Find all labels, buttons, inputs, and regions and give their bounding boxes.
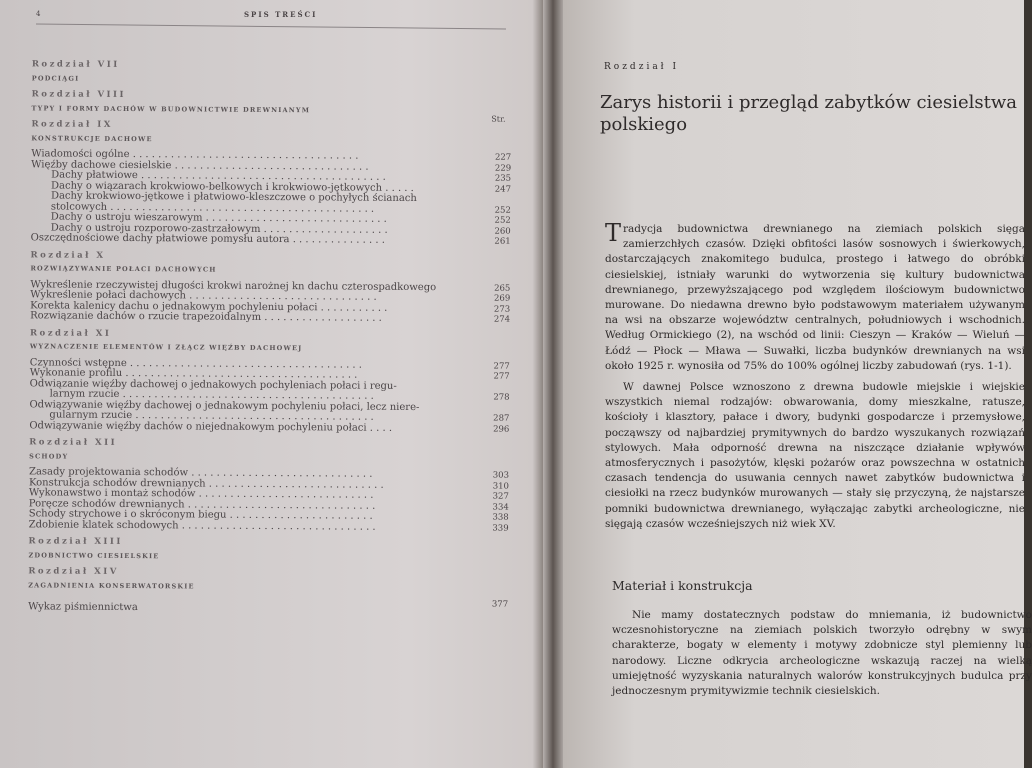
toc-entry-text: stolcowych . . . . . . . . . . . . . . . . . . . . . . . . . . . . . . . . . . . . . . . . . .: [50, 200, 375, 215]
toc-entry-text: Wykonawstwo i montaż schodów . . . . . . . . . . . . . . . . . . . . . . . . . . . .: [28, 487, 374, 501]
toc-entry-text: Korekta kalenicy dachu o jednakowym pochyleniu połaci . . . . . . . . . . .: [30, 299, 388, 314]
toc-entry-text: gularnym rzucie . . . . . . . . . . . . . . . . . . . . . . . . . . . . . . . . . . . . . .: [49, 409, 374, 423]
toc-page-number: 273: [493, 304, 511, 315]
toc-entry: [30, 311, 510, 325]
toc-entry-text: Dachy o ustroju wieszarowym . . . . . . . . . . . . . . . . . . . . . . . . . . . . .: [50, 211, 387, 225]
toc-entry-text: Wiadomości ogólne . . . . . . . . . . . . . . . . . . . . . . . . . . . . . . . . . . . .: [31, 148, 359, 162]
toc-page-number: 377: [491, 599, 509, 610]
toc-section-title: PODCIĄGI: [31, 73, 80, 83]
toc-page-number: 261: [494, 236, 511, 247]
toc-entry-text: Zasady projektowania schodów . . . . . . . . . . . . . . . . . . . . . . . . . . . . .: [28, 466, 373, 480]
drop-cap: T: [605, 219, 622, 247]
toc-entry-text: Zdobienie klatek schodowych . . . . . . . . . . . . . . . . . . . . . . . . . . . . . . .: [28, 518, 376, 533]
table-of-contents: [28, 53, 512, 616]
toc-page-number: 277: [493, 361, 510, 372]
body-text: [605, 219, 1025, 538]
toc-page-number: 265: [494, 283, 511, 294]
toc-entry-text: Odwiązywanie więźby dachów o niejednakowym pochyleniu połaci . . . .: [29, 419, 393, 434]
toc-page-number: 252: [494, 215, 511, 226]
toc-entry-text: Odwiązanie więźby dachowej o jednakowych pochyleniach połaci i regu-: [29, 377, 397, 392]
toc-entry: [29, 421, 509, 435]
toc-chapter: Rozdział XIII: [28, 536, 123, 547]
toc-section-title: ZAGADNIENIA KONSERWATORSKIE: [28, 580, 195, 590]
toc-entry-text: Poręcze schodów drewnianych . . . . . . . . . . . . . . . . . . . . . . . . . . . . . .: [28, 497, 376, 512]
toc-section-title: TYPY I FORMY DACHÓW W BUDOWNICTWIE DREWNIANYM: [31, 103, 311, 114]
paragraph-1: Tradycja budownictwa drewnianego na ziemiach polskich sięga zamierzchłych czasów. Dzięki obfitości lasów sosnowych i świerkowych, dostarczających znakomitego budulca, prostego i łatwego do obróbki ciesielskiej, istniały warunki do wytworzenia się kultury budownictwa drewnianego, przewyższającego pod względem ilościowym budownictwo murowane. Do niedawna drewno było podstawowym materiałem używanym na wsi na obszarze województw centralnych, południowych i wschodnich. Według Ormickiego (2), na wschód od linii: Cieszyn — Kraków — Wieluń — Łódź — Płock — Mława — Suwałki, liczba budynków drewnianych na wsi około 1925 r. wynosiła od 75% do 100% ogólnej liczby zabudowań (rys. 1-1).: [605, 219, 1025, 372]
toc-page-number: 247: [494, 184, 512, 195]
toc-entry-text: Dachy krokwiowo-jętkowe i płatwiowo-kleszczowe o pochyłych ścianach: [50, 190, 417, 205]
toc-page-number: 303: [492, 470, 510, 481]
toc-chapter: Rozdział VIII: [31, 89, 127, 100]
toc-page-number: 334: [492, 502, 509, 513]
toc-entry-text: Dachy o wiązarach krokwiowo-belkowych i krokwiowo-jętkowych . . . . .: [50, 179, 414, 194]
toc-page-number: 287: [493, 413, 510, 424]
toc-entry-text: larnym rzucie . . . . . . . . . . . . . . . . . . . . . . . . . . . . . . . . . . . . . . . .: [49, 388, 374, 402]
toc-page-number: 260: [494, 226, 511, 237]
toc-page-number: 235: [494, 173, 512, 184]
toc-entry-text: Schody strychowe i o skróconym biegu . . . . . . . . . . . . . . . . . . . . . . .: [28, 508, 373, 522]
toc-section-title: WYZNACZENIE ELEMENTÓW I ZŁĄCZ WIĘŹBY DACHOWEJ: [29, 342, 303, 353]
toc-chapter: Rozdział XI: [29, 327, 112, 339]
toc-entry-text: Czynności wstępne . . . . . . . . . . . . . . . . . . . . . . . . . . . . . . . . . . . . .: [29, 356, 363, 371]
toc-page-number: 227: [494, 152, 512, 163]
paragraph-3: Nie mamy dostatecznych podstaw do mniemania, iż budownictwo wczesnohistoryczne na ziemiach polskich tworzyło odrębny w swym charakterze, bogaty w elementy i motywy zdobnicze styl plemienny lub narodowy. Liczne odkrycia archeologiczne wskazują raczej na wielką umiejętność wyzyskania naturalnych walorów konstrukcyjnych budulca przy jednoczesnym prymitywizmie technik ciesielskich.: [612, 609, 1032, 698]
toc-entry-text: Konstrukcja schodów drewnianych . . . . . . . . . . . . . . . . . . . . . . . . . . . .: [28, 476, 384, 491]
toc-entry-text: Więźby dachowe ciesielskie . . . . . . . . . . . . . . . . . . . . . . . . . . . . . . .: [31, 158, 369, 173]
chapter-label: Rozdział I: [604, 62, 680, 72]
toc-page-number: 229: [494, 163, 512, 174]
chapter-title: Zarys historii i przegląd zabytków ciesielstwa polskiego: [600, 92, 1017, 135]
toc-chapter: Rozdział X: [30, 249, 106, 261]
toc-chapter: Rozdział XII: [29, 437, 118, 448]
header-rule: [36, 24, 506, 30]
toc-entry: [29, 520, 509, 534]
toc-page-number: 296: [493, 424, 510, 435]
right-page: [560, 0, 1032, 768]
toc-entry-text: Wykreślenie rzeczywistej długości krokwi narożnej kn dachu czterospadkowego: [30, 278, 437, 293]
toc-final-entry: Wykaz piśmiennictwa: [28, 601, 138, 614]
toc-entry-text: Wykonanie profilu . . . . . . . . . . . . . . . . . . . . . . . . . . . . . . . . . . . . .: [29, 367, 358, 381]
toc-section-title: SCHODY: [29, 451, 69, 461]
toc-page-number: 277: [493, 371, 510, 382]
toc-page-number: 269: [493, 293, 511, 304]
str-label: Str.: [491, 114, 506, 124]
toc-entry-text: Wykreślenie połaci dachowych . . . . . . . . . . . . . . . . . . . . . . . . . . . . . .: [30, 289, 377, 303]
paragraph-2: W dawnej Polsce wznoszono z drewna budowle miejskie i wiejskie wszystkich niemal rodzajów: obwarowania, domy mieszkalne, ratusze, kościoły i klasztory, pałace i dwory, budynki gospodarcze i przemysłowe, począwszy od najbardziej prymitywnych do bardzo wyszukanych rozwiązań stylowych. Mała odporność drewna na niszczące działanie wpływów atmosferycznych i pasożytów, klęski pożarów oraz powszechna w ostatnich czasach tendencja do usuwania cennych nawet zabytków budownictwa i ciesiołki na rzecz budynków murowanych — stały się przyczyną, że najstarsze pomniki budownictwa drewnianego, wyłączając zabytki archeologiczne, nie sięgają czasów wcześniejszych niż wiek XV.: [605, 381, 1025, 530]
toc-chapter: Rozdział IX: [31, 119, 113, 130]
page-number: 4: [36, 10, 43, 18]
toc-entry-text: Oszczędnościowe dachy płatwiowe pomysłu autora . . . . . . . . . . . . . . .: [30, 232, 385, 246]
toc-chapter: Rozdział XIV: [28, 566, 119, 577]
toc-entry-text: Odwiązywanie więźby dachowej o jednakowym pochyleniu połaci, lecz niere-: [29, 398, 420, 413]
body-text-2: [612, 608, 1032, 699]
toc-entry-text: Rozwiązanie dachów o rzucie trapezoidalnym . . . . . . . . . . . . . . . . . . .: [30, 310, 382, 324]
toc-page-number: 338: [492, 512, 509, 523]
section-heading: Materiał i konstrukcja: [612, 578, 753, 593]
toc-page-number: 278: [493, 392, 510, 403]
toc-entry: [31, 233, 511, 247]
toc-section-title: ROZWIĄZYWANIE POŁACI DACHOWYCH: [30, 264, 217, 274]
toc-page-number: 252: [494, 205, 511, 216]
toc-chapter: Rozdział VII: [31, 59, 120, 70]
toc-section-title: KONSTRUKCJE DACHOWE: [31, 133, 153, 143]
toc-page-number: 310: [492, 481, 509, 492]
running-head-title: SPIS TREŚCI: [244, 10, 318, 19]
toc-entry-text: Dachy płatwiowe . . . . . . . . . . . . . . . . . . . . . . . . . . . . . . . . . . . . . . .: [51, 169, 386, 183]
toc-section-title: ZDOBNICTWO CIESIELSKIE: [28, 550, 160, 560]
toc-page-number: 327: [492, 491, 509, 502]
toc-page-number: 274: [493, 314, 511, 325]
toc-page-number: 339: [492, 523, 509, 534]
toc-entry-text: Dachy o ustroju rozporowo-zastrzałowym . . . . . . . . . . . . . . . . . . . .: [50, 221, 388, 236]
